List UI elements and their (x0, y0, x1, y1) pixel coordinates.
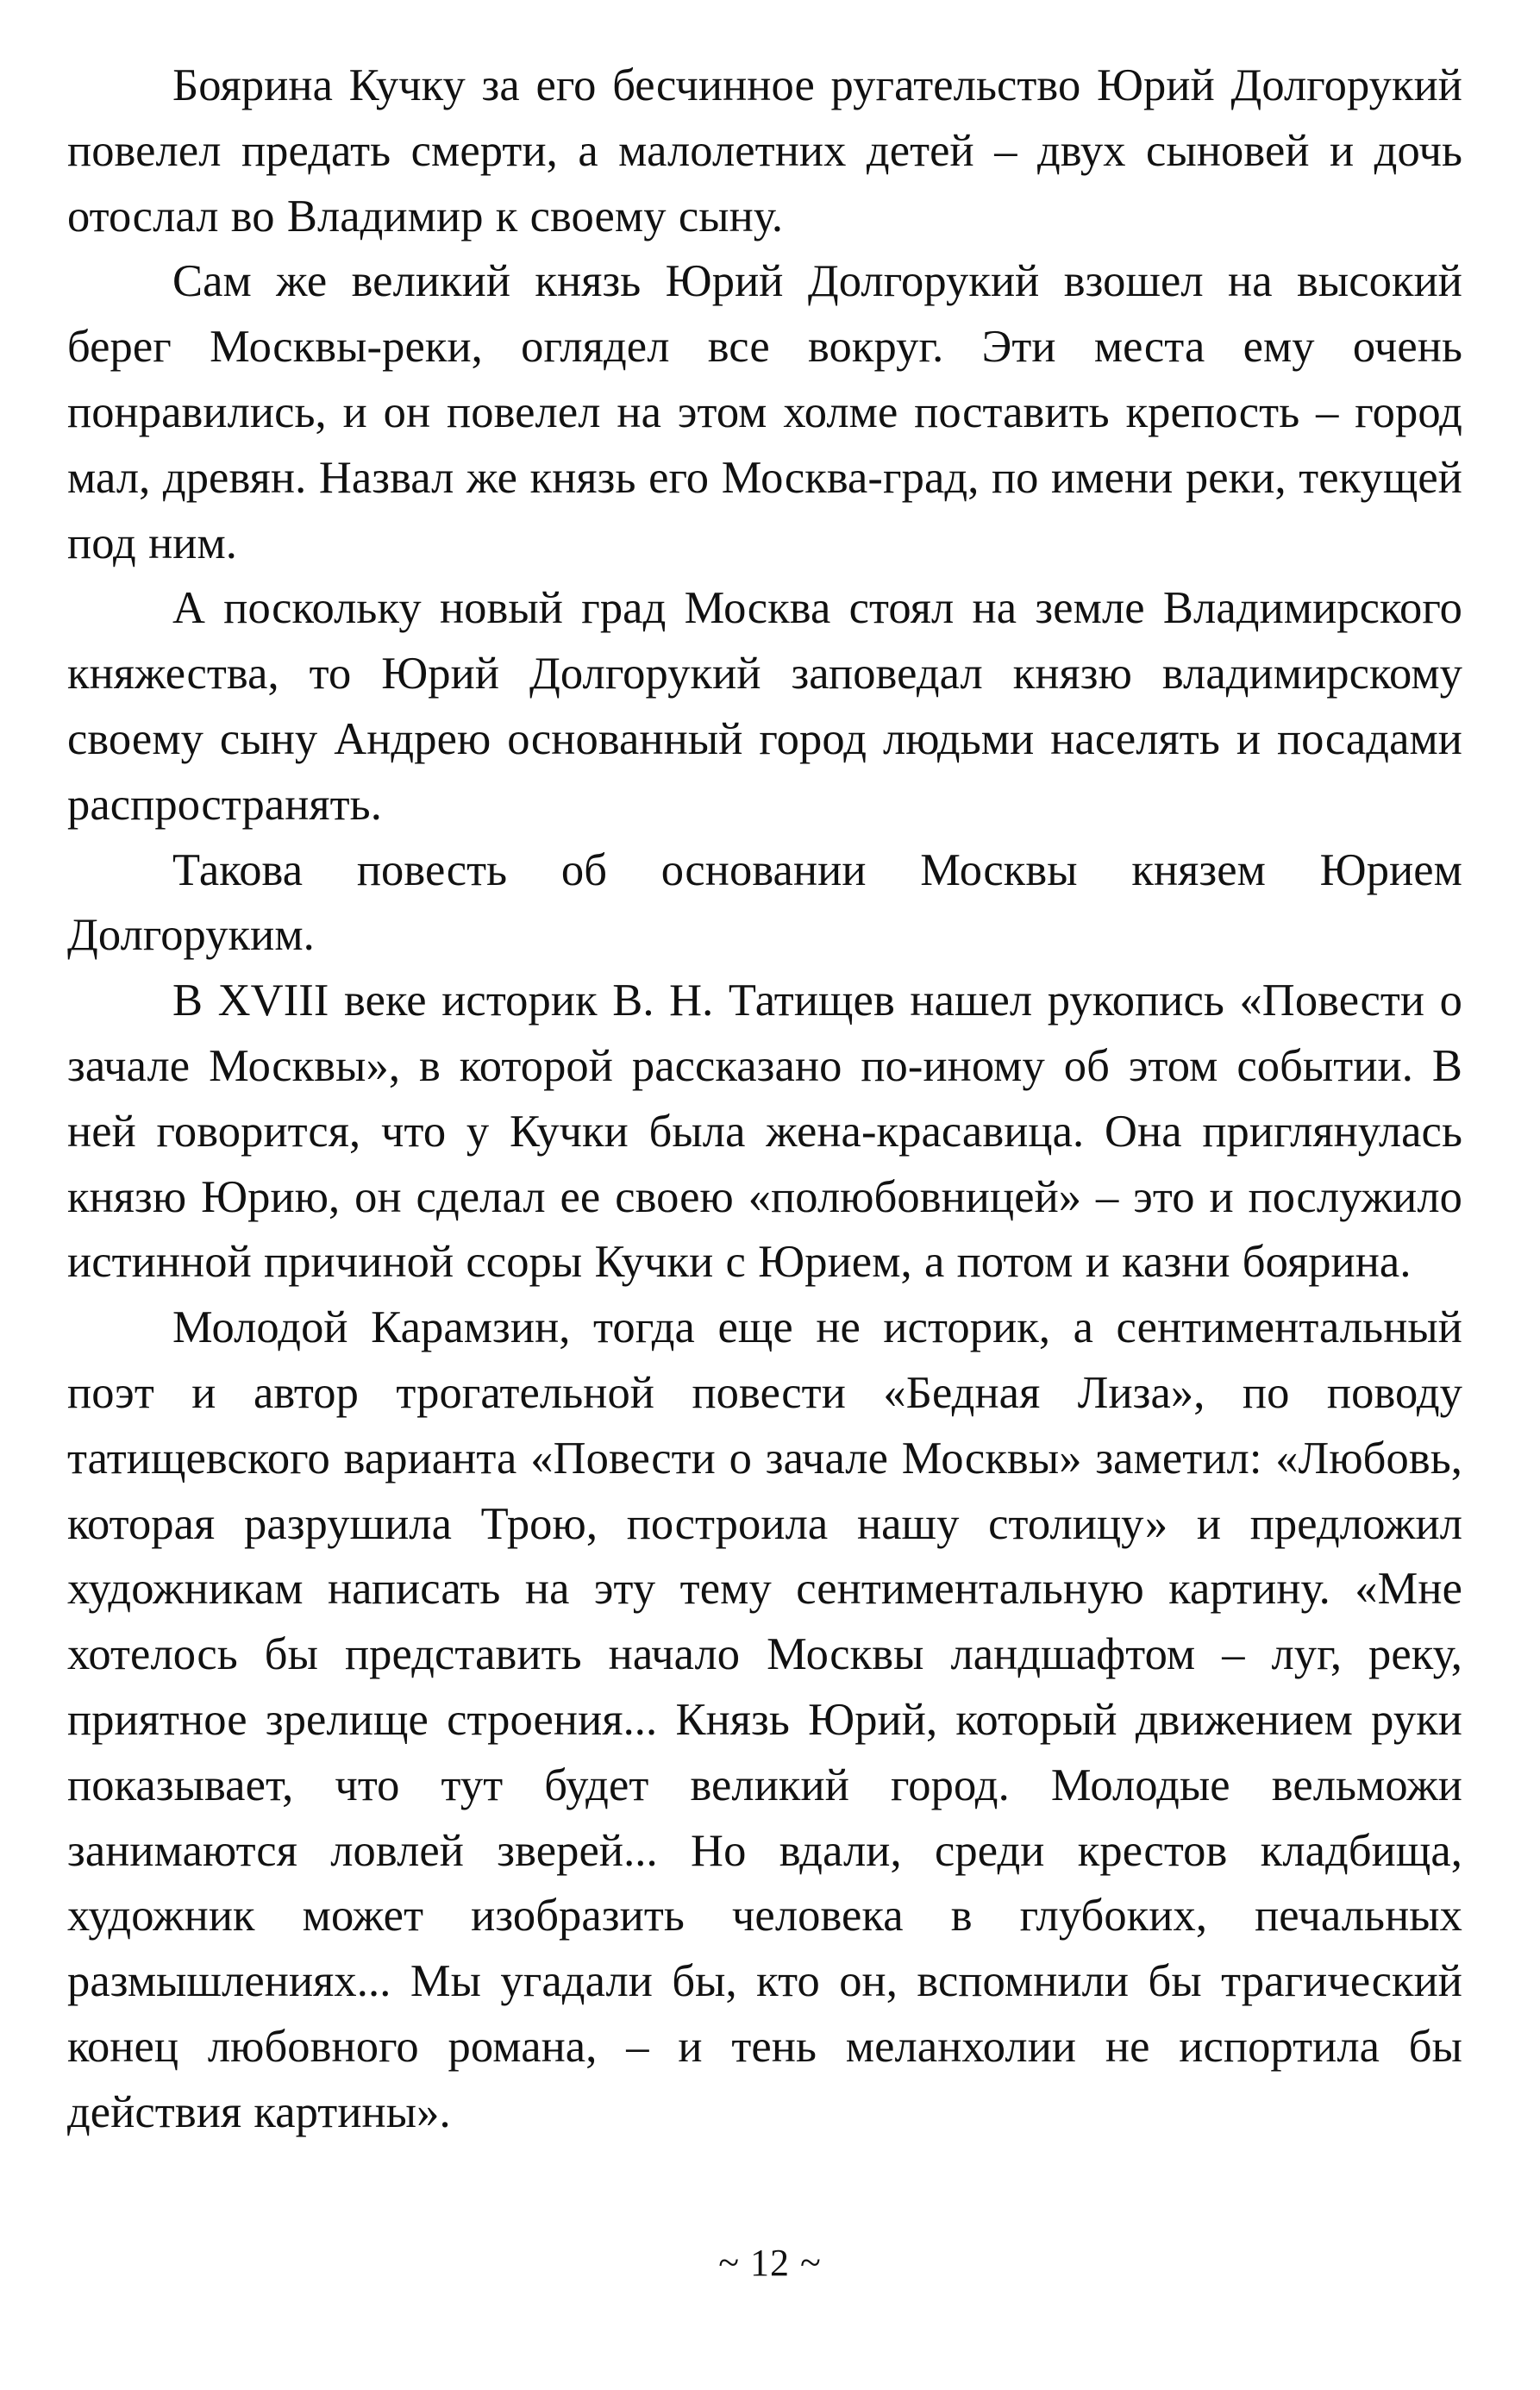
paragraph-3: А поскольку новый град Москва стоял на земле Владимирского княжества, то Юрий Долгорукий заповедал князю владимирскому своему сыну Андрею основанный город людьми населять и посадами распространять. (67, 583, 1462, 830)
paragraph-1: Боярина Кучку за его бесчинное ругательство Юрий Долгорукий повелел предать смерти, а малолетних детей – двух сыновей и дочь отослал во Владимир к своему сыну. (67, 60, 1462, 242)
paragraph-2: Сам же великий князь Юрий Долгорукий взошел на высокий берег Москвы-реки, оглядел все вокруг. Эти места ему очень понравились, и он повелел на этом холме поставить крепость – город мал, древян. Назвал же князь его Москва-град, по имени реки, текущей под ним. (67, 256, 1462, 568)
paragraph-5: В XVIII веке историк В. Н. Татищев нашел рукопись «Повести о зачале Москвы», в которой рассказано по-иному об этом событии. В ней говорится, что у Кучки была жена-красавица. Она приглянулась князю Юрию, он сделал ее своею «полюбовницей» – это и послужило истинной причиной ссоры Кучки с Юрием, а потом и казни боярина. (67, 975, 1462, 1288)
page-body (67, 53, 1462, 2146)
page-number: ~ 12 ~ (718, 2242, 822, 2284)
paragraph-4: Такова повесть об основании Москвы князем Юрием Долгоруким. (67, 844, 1462, 961)
paragraph-6: Молодой Карамзин, тогда еще не историк, а сентиментальный поэт и автор трогательной повести «Бедная Лиза», по поводу татищевского варианта «Повести о зачале Москвы» заметил: «Любовь, которая разрушила Трою, построила нашу столицу» и предложил художникам написать на эту тему сентиментальную картину. «Мне хотелось бы представить начало Москвы ландшафтом – луг, реку, приятное зрелище строения... Князь Юрий, который движением руки показывает, что тут будет великий город. Молодые вельможи занимаются ловлей зверей... Но вдали, среди крестов кладбища, художник может изобразить человека в глубоких, печальных размышлениях... Мы угадали бы, кто он, вспомнили бы трагический конец любовного романа, – и тень меланхолии не испортила бы действия картины». (67, 1302, 1462, 2137)
